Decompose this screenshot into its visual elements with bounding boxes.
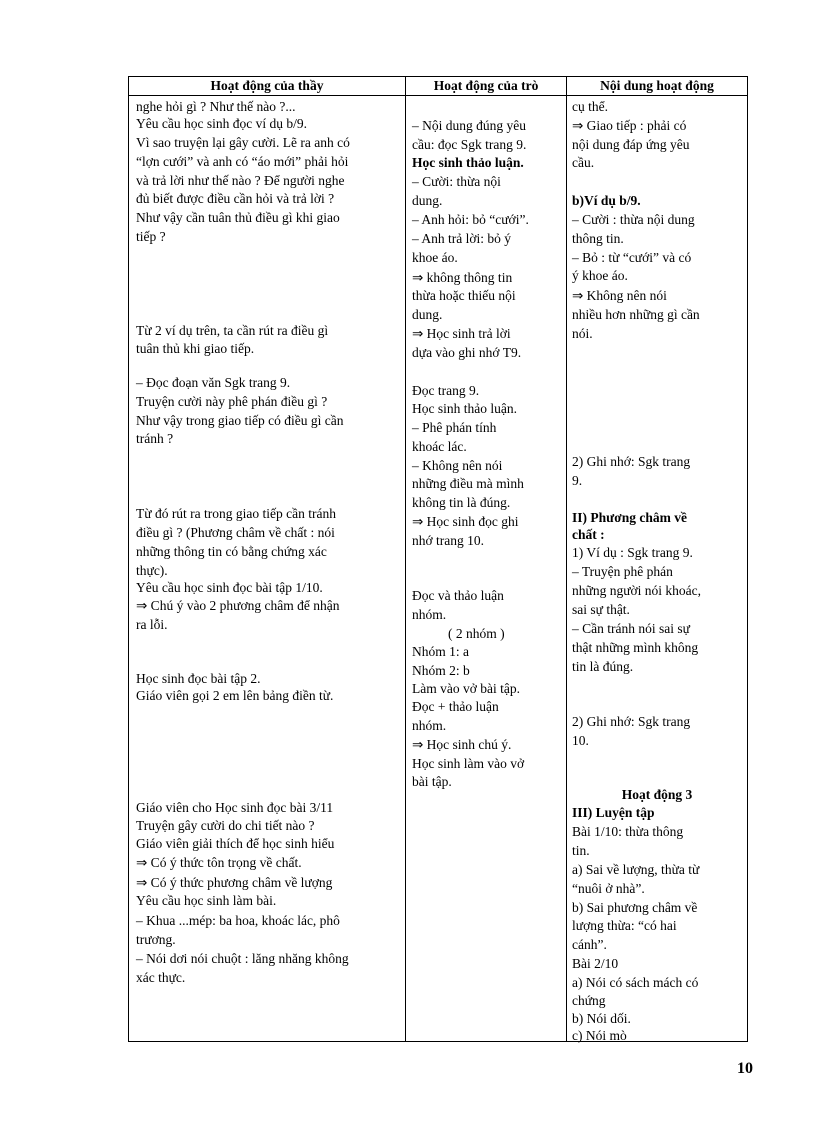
content-line: 2) Ghi nhớ: Sgk trang <box>572 714 691 729</box>
teacher-line: ⇒ Có ý thức phương châm về lượng <box>136 875 333 890</box>
student-line: bài tập. <box>412 774 452 789</box>
teacher-line: đủ biết được điều cần hỏi và trả lời ? <box>136 191 335 206</box>
content-line: 2) Ghi nhớ: Sgk trang <box>572 454 691 469</box>
content-line: nói. <box>572 326 593 341</box>
student-column-header: Hoạt động của trò <box>406 77 566 96</box>
content-line: – Bỏ : từ “cưới” và có <box>572 250 692 265</box>
teacher-line: Truyện gây cười do chi tiết nào ? <box>136 818 315 833</box>
content-line: II) Phương châm về <box>572 510 687 525</box>
content-line: cánh”. <box>572 937 607 952</box>
teacher-line: thực). <box>136 563 168 578</box>
content-line: Bài 1/10: thừa thông <box>572 824 684 839</box>
student-line: Đọc và thảo luận <box>412 588 504 603</box>
student-line: ⇒ Học sinh chú ý. <box>412 737 512 752</box>
content-line: Bài 2/10 <box>572 956 619 971</box>
content-line: tin. <box>572 843 590 858</box>
teacher-line: – Khua ...mép: ba hoa, khoác lác, phô <box>136 913 340 928</box>
student-line: dung. <box>412 193 443 208</box>
teacher-line: tiếp ? <box>136 229 166 244</box>
teacher-line: – Nói dơi nói chuột : lăng nhăng không <box>136 951 349 966</box>
content-line: – Cần tránh nói sai sự <box>572 621 690 636</box>
content-line: a) Nói có sách mách có <box>572 975 699 990</box>
student-line: Học sinh thảo luận. <box>412 155 524 170</box>
content-line: “nuôi ở nhà”. <box>572 881 645 896</box>
student-line: – Nội dung đúng yêu <box>412 118 526 133</box>
student-line: khoe áo. <box>412 250 458 265</box>
teacher-line: Giáo viên giải thích để học sinh hiểu <box>136 836 335 851</box>
content-line: b)Ví dụ b/9. <box>572 193 641 208</box>
student-line: ⇒ Học sinh đọc ghi <box>412 514 519 529</box>
student-line: – Phê phán tính <box>412 420 497 435</box>
teacher-line: – Đọc đoạn văn Sgk trang 9. <box>136 375 291 390</box>
teacher-line: Từ đó rút ra trong giao tiếp cần tránh <box>136 506 337 521</box>
teacher-line: Giáo viên gọi 2 em lên bảng điền từ. <box>136 688 334 703</box>
student-line: ⇒ Học sinh trả lời <box>412 326 511 341</box>
student-column <box>406 77 567 1041</box>
student-line: dung. <box>412 307 443 322</box>
teacher-line: ra lỗi. <box>136 617 168 632</box>
content-line: ⇒ Không nên nói <box>572 288 667 303</box>
teacher-line: tránh ? <box>136 431 174 446</box>
student-line: – Anh trả lời: bỏ ý <box>412 231 512 246</box>
student-line: những điều mà mình <box>412 476 524 491</box>
content-line: b) Sai phương châm về <box>572 900 698 915</box>
student-line: nhóm. <box>412 718 447 733</box>
teacher-line: “lợn cưới” và anh có “áo mới” phải hỏi <box>136 154 349 169</box>
student-line: nhóm. <box>412 607 447 622</box>
content-line: thông tin. <box>572 231 624 246</box>
student-line: nhớ trang 10. <box>412 533 485 548</box>
student-line: dựa vào ghi nhớ T9. <box>412 345 522 360</box>
content-line: – Cười : thừa nội dung <box>572 212 695 227</box>
teacher-line: những thông tin có bằng chứng xác <box>136 544 327 559</box>
content-line: ⇒ Giao tiếp : phải có <box>572 118 687 133</box>
teacher-line: xác thực. <box>136 970 186 985</box>
teacher-line: Yêu cầu học sinh đọc ví dụ b/9. <box>136 116 307 131</box>
content-line: chứng <box>572 993 606 1008</box>
teacher-line: Như vậy trong giao tiếp có điều gì cần <box>136 413 344 428</box>
teacher-line: Yêu cầu học sinh đọc bài tập 1/10. <box>136 580 323 595</box>
content-line: III) Luyện tập <box>572 805 655 820</box>
student-line: Nhóm 2: b <box>412 663 470 678</box>
teacher-line: Vì sao truyện lại gây cười. Lẽ ra anh có <box>136 135 350 150</box>
activity-table <box>128 76 748 1042</box>
content-line: 10. <box>572 733 589 748</box>
content-line: b) Nói dối. <box>572 1011 631 1026</box>
content-column-header: Nội dung hoạt động <box>567 77 747 96</box>
content-line: những người nói khoác, <box>572 583 702 598</box>
content-line: a) Sai về lượng, thừa từ <box>572 862 700 877</box>
teacher-line: Từ 2 ví dụ trên, ta cần rút ra điều gì <box>136 323 329 338</box>
content-line: nhiều hơn những gì cần <box>572 307 700 322</box>
content-line: Hoạt động 3 <box>621 787 693 802</box>
student-line: Nhóm 1: a <box>412 644 469 659</box>
student-line: thừa hoặc thiếu nội <box>412 288 516 303</box>
teacher-line: Truyện cười này phê phán điều gì ? <box>136 394 328 409</box>
content-line: lượng thừa: “có hai <box>572 918 677 933</box>
student-line: ( 2 nhóm ) <box>448 626 505 641</box>
content-line: thật những mình không <box>572 640 699 655</box>
teacher-line: điều gì ? (Phương châm về chất : nói <box>136 525 335 540</box>
teacher-line: ⇒ Có ý thức tôn trọng về chất. <box>136 855 302 870</box>
page-number: 10 <box>737 1060 753 1077</box>
content-line: sai sự thật. <box>572 602 630 617</box>
content-line: cụ thể. <box>572 99 608 114</box>
student-line: khoác lác. <box>412 439 467 454</box>
student-line: Đọc trang 9. <box>412 383 480 398</box>
content-line: – Truyện phê phán <box>572 564 673 579</box>
student-line: Đọc + thảo luận <box>412 699 499 714</box>
student-line: Học sinh thảo luận. <box>412 401 517 416</box>
teacher-line: Yêu cầu học sinh làm bài. <box>136 893 277 908</box>
teacher-line: ⇒ Chú ý vào 2 phương châm để nhận <box>136 598 340 613</box>
teacher-line: tuân thủ khi giao tiếp. <box>136 341 255 356</box>
content-line: c) Nói mò <box>572 1028 627 1043</box>
teacher-column-header: Hoạt động của thầy <box>129 77 405 96</box>
content-line: tin là đúng. <box>572 659 634 674</box>
student-line: Học sinh làm vào vở <box>412 756 525 771</box>
student-line: cầu: đọc Sgk trang 9. <box>412 137 527 152</box>
teacher-column <box>129 77 406 1041</box>
content-line: 1) Ví dụ : Sgk trang 9. <box>572 545 693 560</box>
content-line: chất : <box>572 527 605 542</box>
student-line: ⇒ không thông tin <box>412 270 513 285</box>
content-column <box>567 77 747 1041</box>
student-line: Làm vào vở bài tập. <box>412 681 520 696</box>
teacher-line: Như vậy cần tuân thủ điều gì khi giao <box>136 210 340 225</box>
content-line: 9. <box>572 473 583 488</box>
student-line: – Anh hỏi: bỏ “cưới”. <box>412 212 529 227</box>
content-line: nội dung đáp ứng yêu <box>572 137 690 152</box>
content-line: ý khoe áo. <box>572 268 628 283</box>
content-line: cầu. <box>572 155 595 170</box>
student-line: – Cười: thừa nội <box>412 174 501 189</box>
teacher-line: nghe hỏi gì ? Như thế nào ?... <box>136 99 296 114</box>
teacher-line: và trả lời như thế nào ? Để người nghe <box>136 173 345 188</box>
student-line: – Không nên nói <box>412 458 503 473</box>
teacher-line: Giáo viên cho Học sinh đọc bài 3/11 <box>136 800 334 815</box>
student-line: không tin là đúng. <box>412 495 511 510</box>
teacher-line: trương. <box>136 932 176 947</box>
teacher-line: Học sinh đọc bài tập 2. <box>136 671 261 686</box>
